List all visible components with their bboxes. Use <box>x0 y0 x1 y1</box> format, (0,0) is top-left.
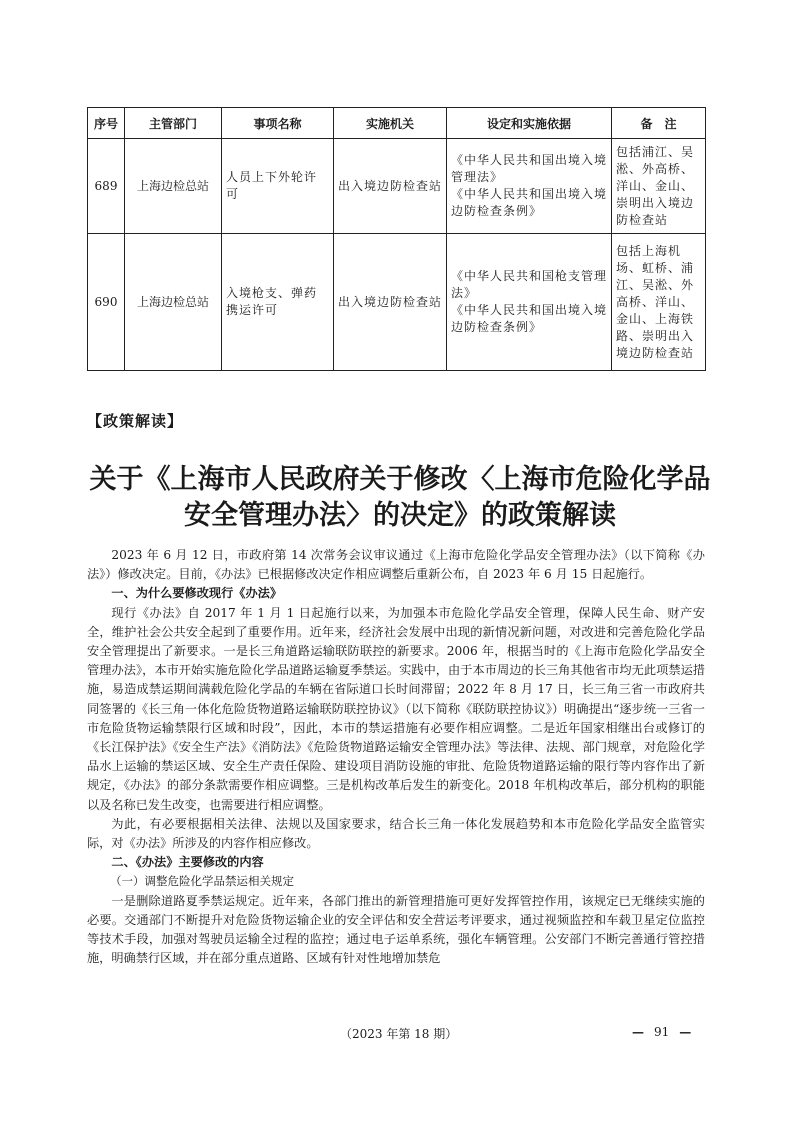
heading-why-revise: 一、为什么要修改现行《办法》 <box>111 586 283 601</box>
table-row <box>88 139 706 234</box>
basis-law: 《中华人民共和国出境入境管理法》 <box>451 153 608 184</box>
cell-item: 入境枪支、弹药携运许可 <box>222 234 334 371</box>
approval-items-table-container <box>87 107 705 371</box>
cell-department: 上海边检总站 <box>125 234 222 371</box>
issue-label: （2023 年第 18 期） <box>340 1027 458 1041</box>
header-item: 事项名称 <box>222 108 334 139</box>
cell-remark: 包括浦江、吴淞、外高桥、洋山、金山、崇明出入境边防检查站 <box>612 139 706 234</box>
cell-department: 上海边检总站 <box>125 139 222 234</box>
article-title-line-1: 关于《上海市人民政府关于修改〈上海市危险化学品 <box>89 464 711 495</box>
paragraph-background: 现行《办法》自 2017 年 1 月 1 日起施行以来，为加强本市危险化学品安全管理，保障人民生命、财产安全，维护社会公共安全起到了重要作用。近年来，经济社会发展中出现的新情况新问题，对改进和完善危险化学品安全管理提出了新要求。一是长三角道路运输联防联控的新要求。2006 年，根据当时的《上海市危险化学品安全管理办法》，本市开始实施危险化学品道路运输夏季禁运。实践中，由于本市周边的长三角其他省市均无此项禁运措施，易造成禁运期间满载危险化学品的车辆在省际道口长时间滞留；2022 年 8 月 17 日，长三角三省一市政府共同签署的《长三角一体化危险货物道路运输联防联控协议》（以下简称《联防联控协议》）明确提出“逐步统一三省一市危险货物运输禁限行区域和时段”，因此，本市的禁运措施有必要作相应调整。二是近年国家相继出台或修订的《长江保护法》《安全生产法》《消防法》《危险货物道路运输安全管理办法》等法律、法规、部门规章，对危险化学品水上运输的禁运区域、安全生产责任保险、建设项目消防设施的审批、危险货物道路运输的限行等内容作出了新规定，《办法》的部分条款需要作相应调整。三是机构改革后发生的新变化。2018 年机构改革后，部分机构的职能以及名称已发生改变，也需要进行相应调整。 <box>87 605 705 812</box>
table-row <box>88 234 706 371</box>
page-dash-right: — <box>679 1025 692 1039</box>
basis-law: 《中华人民共和国枪支管理法》 <box>451 269 608 300</box>
cell-agency: 出入境边防检查站 <box>334 234 447 371</box>
cell-basis <box>447 139 612 234</box>
approval-items-table <box>87 107 706 371</box>
paragraph-summer-ban: 一是删除道路夏季禁运规定。近年来，各部门推出的新管理措施可更好发挥管控作用，该规定已无继续实施的必要。交通部门不断提升对危险货物运输企业的安全评估和安全营运考评要求，通过视频监控和车载卫星定位监控等技术手段，加强对驾驶员运输全过程的监控；通过电子运单系统，强化车辆管理。公安部门不断完善通行管控措施，明确禁行区域，并在部分重点道路、区域有针对性地增加禁危 <box>87 893 705 966</box>
basis-regulation: 《中华人民共和国出境入境边防检查条例》 <box>451 303 608 334</box>
basis-regulation: 《中华人民共和国出境入境边防检查条例》 <box>451 187 608 218</box>
article-title <box>80 462 720 534</box>
subheading-transport-ban: （一）调整危险化学品禁运相关规定 <box>110 874 294 889</box>
article-body <box>87 546 705 968</box>
header-department: 主管部门 <box>125 108 222 139</box>
header-agency: 实施机关 <box>334 108 447 139</box>
paragraph-intro: 2023 年 6 月 12 日，市政府第 14 次常务会议审议通过《上海市危险化学品安全管理办法》（以下简称《办法》）修改决定。目前，《办法》已根据修改决定作相应调整后重新公布，自 2023 年 6 月 15 日起施行。 <box>87 548 705 582</box>
page-dash-left: — <box>632 1025 644 1039</box>
cell-remark: 包括上海机场、虹桥、浦江、吴淞、外高桥、洋山、金山、上海铁路、崇明出入境边防检查站 <box>612 234 706 371</box>
cell-no: 689 <box>88 139 125 234</box>
cell-item: 人员上下外轮许可 <box>222 139 334 234</box>
cell-no: 690 <box>88 234 125 371</box>
cell-basis <box>447 234 612 371</box>
cell-agency: 出入境边防检查站 <box>334 139 447 234</box>
page-number <box>632 1025 691 1039</box>
header-basis: 设定和实施依据 <box>447 108 612 139</box>
heading-main-changes: 二、《办法》主要修改的内容 <box>111 855 264 870</box>
header-remark: 备 注 <box>612 108 706 139</box>
article-title-line-2: 安全管理办法〉的决定》的政策解读 <box>184 500 616 531</box>
table-header-row <box>88 108 706 139</box>
paragraph-therefore: 为此，有必要根据相关法律、法规以及国家要求，结合长三角一体化发展趋势和本市危险化学品安全监管实际，对《办法》所涉及的内容作相应修改。 <box>87 816 705 851</box>
section-tag: 【政策解读】 <box>87 412 184 430</box>
page-number-value: 91 <box>654 1025 670 1039</box>
header-no: 序号 <box>88 108 125 139</box>
